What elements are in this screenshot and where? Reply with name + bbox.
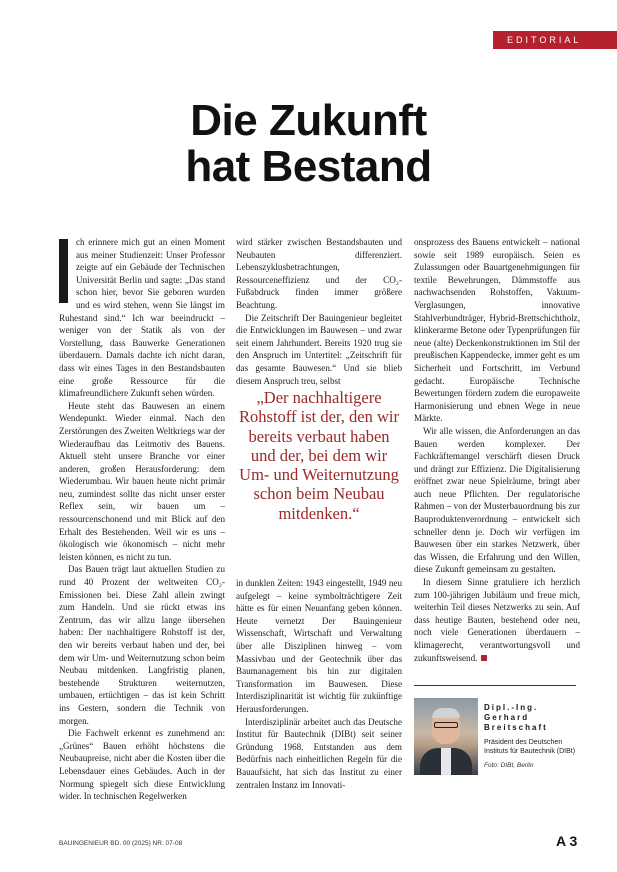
drop-cap-i [59,239,68,303]
paragraph: in dunklen Zeiten: 1943 eingestellt, 1949 neu aufgelegt – keine symbolträchtigere Zeit hätte es für einen Neuanfang geben können. Heute vernetzt Der Bauingenieur Wissenschaft, Wirtschaft und Verwaltung über alle Disziplinen hinweg – vom Massivbau und der Geotechnik über das Baumanagement bis hin zur digitalen Transformation im Bauwesen. Diese Interdisziplinarität ist wichtig für zukünftige Herausforderungen. [236,578,402,714]
text-column-2-top [236,236,402,387]
pull-quote: „Der nachhaltigere Rohstoff ist der, den wir bereits verbaut haben und der, bei dem wir Um- und Weiternutzung schon beim Neubau mitdenken.“ [239,388,399,523]
text-column-2-bottom [236,577,402,791]
author-divider [414,685,576,686]
paragraph: Das Bauen trägt laut aktuellen Studien zu rund 40 Prozent der weltweiten CO₂-Emissionen bei. Diese Zahl allein zwingt zum Handeln. Und sie rückt etwas ins Zentrum, das wir allzu lange übersehen haben: Der nachhaltigere Rohstoff ist der, den wir bereits verbaut haben und der, bei dem wir Um- und Weiternutzung schon beim Neubau mitdenken. Langfristig planen, bestehende Strukturen weiternutzen, umbauen, ertüchtigen – das ist kein Schritt ins Gestern, sondern die Technik von morgen. [59,564,225,726]
author-role: Präsident des Deutschen Instituts für Bautechnik (DIBt) [484,739,576,755]
paragraph: ch erinnere mich gut an einen Moment aus meiner Studienzeit: Unser Professor zeigte auf ein Gebäude der Technischen Universität Berlin und sagte: „Das stand schon hier, bevor Sie geboren wurden und es wird stehen, wenn Sie längst im Ruhestand sind.“ Ich war beeindruckt – weniger von der Statik als von der Vorstellung, dass Bauwerke Generationen überdauern. Damals dachte ich nicht daran, dass wir eines Tages in den Bestandsbauten eine große Ressource für die klimafreundlichere Zukunft sehen würden. [59,237,225,399]
paragraph: Die Fachwelt erkennt es zunehmend an: „Grünes“ Bauen erhöht höchstens die Neubaupreise, nicht aber die Kosten über die Lebensdauer eines Gebäudes. Auch in der Normung spiegelt sich diese Entwicklung wider. In technischen Regelwerken [59,728,225,802]
paragraph: Wir alle wissen, die Anforderungen an das Bauen werden komplexer. Der Fachkräftemangel verschärft diesen Druck und drängt zur Effizienz. Die Digitalisierung eröffnet zwar neue Spielräume, bringt aber auch neue Pflichten. Der regulatorische Rahmen – von der Musterbauordnung bis zur Bauproduktenverordnung – entwickelt sich schneller denn je. Doch wir verfügen im Bauwesen über ein starkes Netzwerk, über das Wissen, die Erfahrung und den Willen, diese Zukunft gemeinsam zu gestalten. [414,425,580,575]
footer-journal: BAUINGENIEUR BD. 00 (2025) NR. 07-08 [59,840,183,847]
author-name [484,703,584,733]
paragraph: Heute steht das Bauwesen an einem Wendepunkt. Wieder einmal. Nach den Zerstörungen des Zweiten Weltkriegs war der Wiederaufbau das Leitmotiv des Bauens. Aktuell steht unsere Branche vor einer anderen, großen Herausforderung: dem Wiederumbau. Wir bauen heute nicht primär neu, zumindest sollte das nicht unser erster Reflex sein, wir bauen um – ressourcenschonend und mit Blick auf den Erhalt des Bestehenden. Weil wir es uns – ökologisch wie ökonomisch – nicht mehr leisten können, es nicht zu tun. [59,400,226,562]
paragraph: wird stärker zwischen Bestandsbauten und Neubauten differenziert. Lebenszyklusbetrachtungen, Ressourceneffizienz und der CO₂-Fußabdruck finden immer größere Beachtung. [236,237,402,310]
author-name-line-1: Dipl.-Ing. [484,703,539,712]
photo-credit: Foto: DIBt, Berlin [484,762,534,769]
author-name-line-2: Gerhard [484,713,530,722]
closing-paragraph-text: In diesem Sinne gratuliere ich herzlich zum 100-jährigen Jubiläum und freue mich, weiterhin Teil dieses Netzwerks zu sein. Auf dass heutige Bauten, bestehend oder neu, noch viele Generationen überdauern – klimagerecht, verantwortungsvoll und zukunftsweisend. [414,577,580,663]
title-line-2: hat Bestand [185,142,432,191]
author-box [484,703,584,770]
photo-hair [432,708,460,718]
page-number: A 3 [556,833,578,849]
text-column-1 [59,236,225,803]
photo-shirt [441,748,451,775]
title-line-1: Die Zukunft [190,96,427,145]
end-mark-icon [481,655,487,661]
paragraph: Interdisziplinär arbeitet auch das Deutsche Institut für Bautechnik (DIBt) seit seiner Gründung 1968. Entstanden aus dem Bedürfnis nach einheitlichen Regeln für die Bauaufsicht, hat sich das Institut zu einer zentralen Instanz im Innovati- [236,716,402,790]
author-name-line-3: Breitschaft [484,723,548,732]
text-column-3 [414,236,580,664]
paragraph: Die Zeitschrift Der Bauingenieur begleitet die Entwicklungen im Bauwesen – und zwar seit einem Jahrhundert. Bereits 1920 trug sie den Anspruch im Untertitel: „Zeitschrift für das gesamte Bauwesen.“ Und sie blieb diesem Anspruch treu, selbst [236,312,402,386]
author-photo [414,698,478,775]
paragraph [414,576,580,664]
paragraph: onsprozess des Bauens entwickelt – national sowie seit 1989 europäisch. Seien es Zulassungen oder Bauartgenehmigungen für textile Bewehrungen, Dämmstoffe aus nachwachsenden Rohstoffen, Vakuum-Verglasungen, innovative Stahlverbundträger, Hybrid-Brettschichtholz, klinkerarme Betone oder Typenprüfungen für neue (alte) Deckenkonstruktionen im Stil der preußischen Kappendecke, immer geht es um Sicherheit und Fortschritt, im Verbund gedacht. Europäische Technische Bewertungen fördern zudem die europaweite Harmonisierung und ebnen Wege in neue Märkte. [414,237,580,424]
photo-glasses [434,722,458,728]
section-tag: EDITORIAL [493,31,617,49]
page-title [0,98,617,190]
